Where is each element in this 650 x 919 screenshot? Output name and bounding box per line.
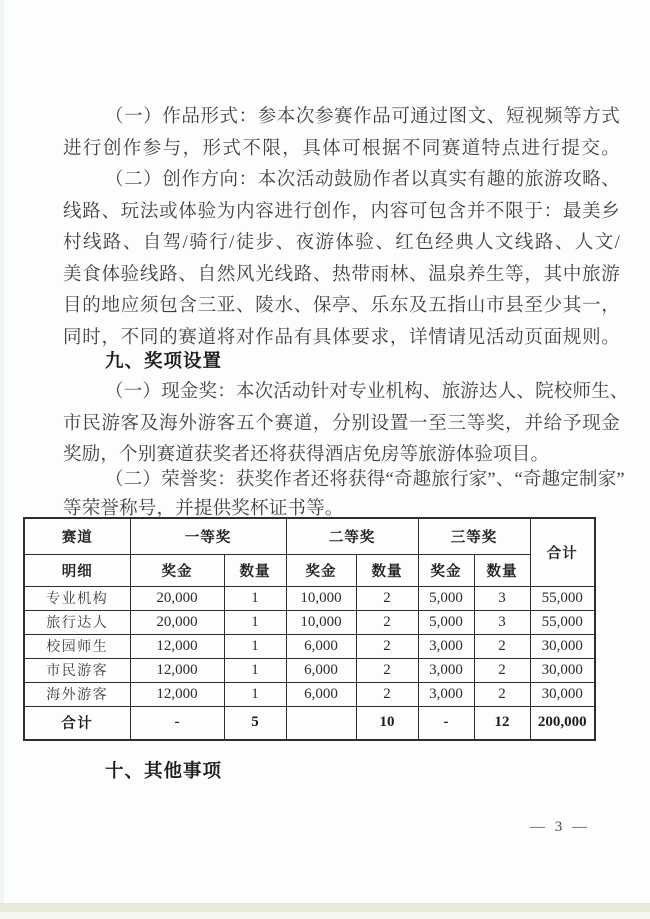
- body-line: 奖励，个别赛道获奖者还将获得酒店免房等旅游体验项目。: [63, 445, 550, 465]
- cell-value: 3,000: [418, 634, 474, 658]
- header-quantity: 数量: [356, 554, 418, 586]
- cell-value: 30,000: [530, 634, 595, 658]
- prize-table: [23, 517, 596, 741]
- table-header-row-1: [24, 518, 595, 554]
- cell-value: 5,000: [418, 610, 474, 634]
- body-line: （二）荣誉奖：获奖作者还将获得“奇趣旅行家”、“奇趣定制家”: [105, 470, 625, 490]
- header-total: 合计: [530, 518, 595, 586]
- cell-track: 市民游客: [24, 658, 130, 682]
- cell-value: 20,000: [130, 586, 224, 610]
- scan-edge-left: [0, 0, 4, 919]
- table-row: [24, 634, 595, 658]
- cell-value: 3,000: [418, 658, 474, 682]
- cell-value: 2: [356, 682, 418, 706]
- paragraph-work-format: [63, 102, 620, 165]
- header-track: 赛道: [24, 518, 130, 554]
- header-prize-money: 奖金: [418, 554, 474, 586]
- body-line: 线路、玩法或体验为内容进行创作，内容可包含并不限于：最美乡: [63, 201, 620, 222]
- cell-value: 10: [356, 706, 418, 740]
- cell-value: 1: [224, 610, 286, 634]
- header-second-prize: 二等奖: [286, 518, 418, 554]
- cell-value: 12,000: [130, 682, 224, 706]
- body-line: 目的地应须包含三亚、陵水、保亭、乐东及五指山市县至少其一，: [63, 296, 620, 316]
- table-header-row-2: [24, 554, 595, 586]
- header-detail: 明细: [24, 554, 130, 586]
- table-row: [24, 658, 595, 682]
- header-first-prize: 一等奖: [130, 518, 286, 554]
- cell-value: 2: [356, 658, 418, 682]
- cell-value: 3: [474, 610, 530, 634]
- cell-value: 3,000: [418, 682, 474, 706]
- scan-edge-bottom-outer: [0, 912, 650, 919]
- cell-value: 1: [224, 634, 286, 658]
- cell-track: 专业机构: [24, 586, 130, 610]
- table-row: [24, 610, 595, 634]
- cell-track: 海外游客: [24, 682, 130, 706]
- header-prize-money: 奖金: [286, 554, 356, 586]
- cell-value: 1: [224, 586, 286, 610]
- cell-value: 12,000: [130, 634, 224, 658]
- paragraph-honor-award: [63, 466, 625, 524]
- header-third-prize: 三等奖: [418, 518, 530, 554]
- cell-value: 55,000: [530, 610, 595, 634]
- cell-value: 1: [224, 658, 286, 682]
- cell-value: 6,000: [286, 658, 356, 682]
- section-heading-other: 十、其他事项: [105, 760, 223, 781]
- cell-value: 10,000: [286, 610, 356, 634]
- page-number: — 3 —: [530, 819, 590, 835]
- cell-value: 6,000: [286, 682, 356, 706]
- cell-value: -: [130, 706, 224, 740]
- body-line: 市民游客及海外游客五个赛道，分别设置一至三等奖，并给予现金: [63, 413, 620, 434]
- body-line: 村线路、自驾/骑行/徒步、夜游体验、红色经典人文线路、人文/: [63, 233, 620, 253]
- body-line: 同时，不同的赛道将对作品有具体要求，详情请见活动页面规则。: [63, 327, 620, 348]
- cell-value: -: [418, 706, 474, 740]
- body-line: （一）作品形式：参本次参赛作品可通过图文、短视频等方式: [105, 107, 620, 127]
- cell-value: 12: [474, 706, 530, 740]
- cell-value: 2: [474, 634, 530, 658]
- body-line: （二）创作方向：本次活动鼓励作者以真实有趣的旅游攻略、: [105, 170, 620, 190]
- header-prize-money: 奖金: [130, 554, 224, 586]
- cell-value: 5,000: [418, 586, 474, 610]
- cell-value: 30,000: [530, 658, 595, 682]
- cell-value: 2: [356, 610, 418, 634]
- scan-edge-bottom: [0, 903, 650, 912]
- cell-value: [286, 706, 356, 740]
- cell-value: 6,000: [286, 634, 356, 658]
- body-line: 等荣誉称号，并提供奖杯证书等。: [63, 499, 344, 519]
- cell-value: 1: [224, 682, 286, 706]
- cell-value: 3: [474, 586, 530, 610]
- paragraph-cash-award: [63, 377, 629, 472]
- cell-value: 20,000: [130, 610, 224, 634]
- body-line: （一）现金奖：本次活动针对专业机构、旅游达人、院校师生、: [105, 382, 629, 402]
- table-footer-row: [24, 706, 595, 740]
- header-quantity: 数量: [224, 554, 286, 586]
- cell-value: 2: [474, 682, 530, 706]
- cell-value: 2: [356, 634, 418, 658]
- cell-value: 5: [224, 706, 286, 740]
- body-line: 美食体验线路、自然风光线路、热带雨林、温泉养生等，其中旅游: [63, 264, 620, 285]
- table-row: [24, 586, 595, 610]
- cell-track: 旅行达人: [24, 610, 130, 634]
- cell-value: 2: [356, 586, 418, 610]
- cell-track: 校园师生: [24, 634, 130, 658]
- cell-value: 30,000: [530, 682, 595, 706]
- header-quantity: 数量: [474, 554, 530, 586]
- cell-value: 10,000: [286, 586, 356, 610]
- cell-value: 2: [474, 658, 530, 682]
- body-line: 进行创作参与，形式不限，具体可根据不同赛道特点进行提交。: [63, 138, 620, 159]
- table-row: [24, 682, 595, 706]
- paragraph-creation-direction: [63, 165, 620, 354]
- cell-value: 55,000: [530, 586, 595, 610]
- cell-value: 12,000: [130, 658, 224, 682]
- cell-value: 200,000: [530, 706, 595, 740]
- cell-total-label: 合计: [24, 706, 130, 740]
- section-heading-awards: 九、奖项设置: [105, 350, 223, 371]
